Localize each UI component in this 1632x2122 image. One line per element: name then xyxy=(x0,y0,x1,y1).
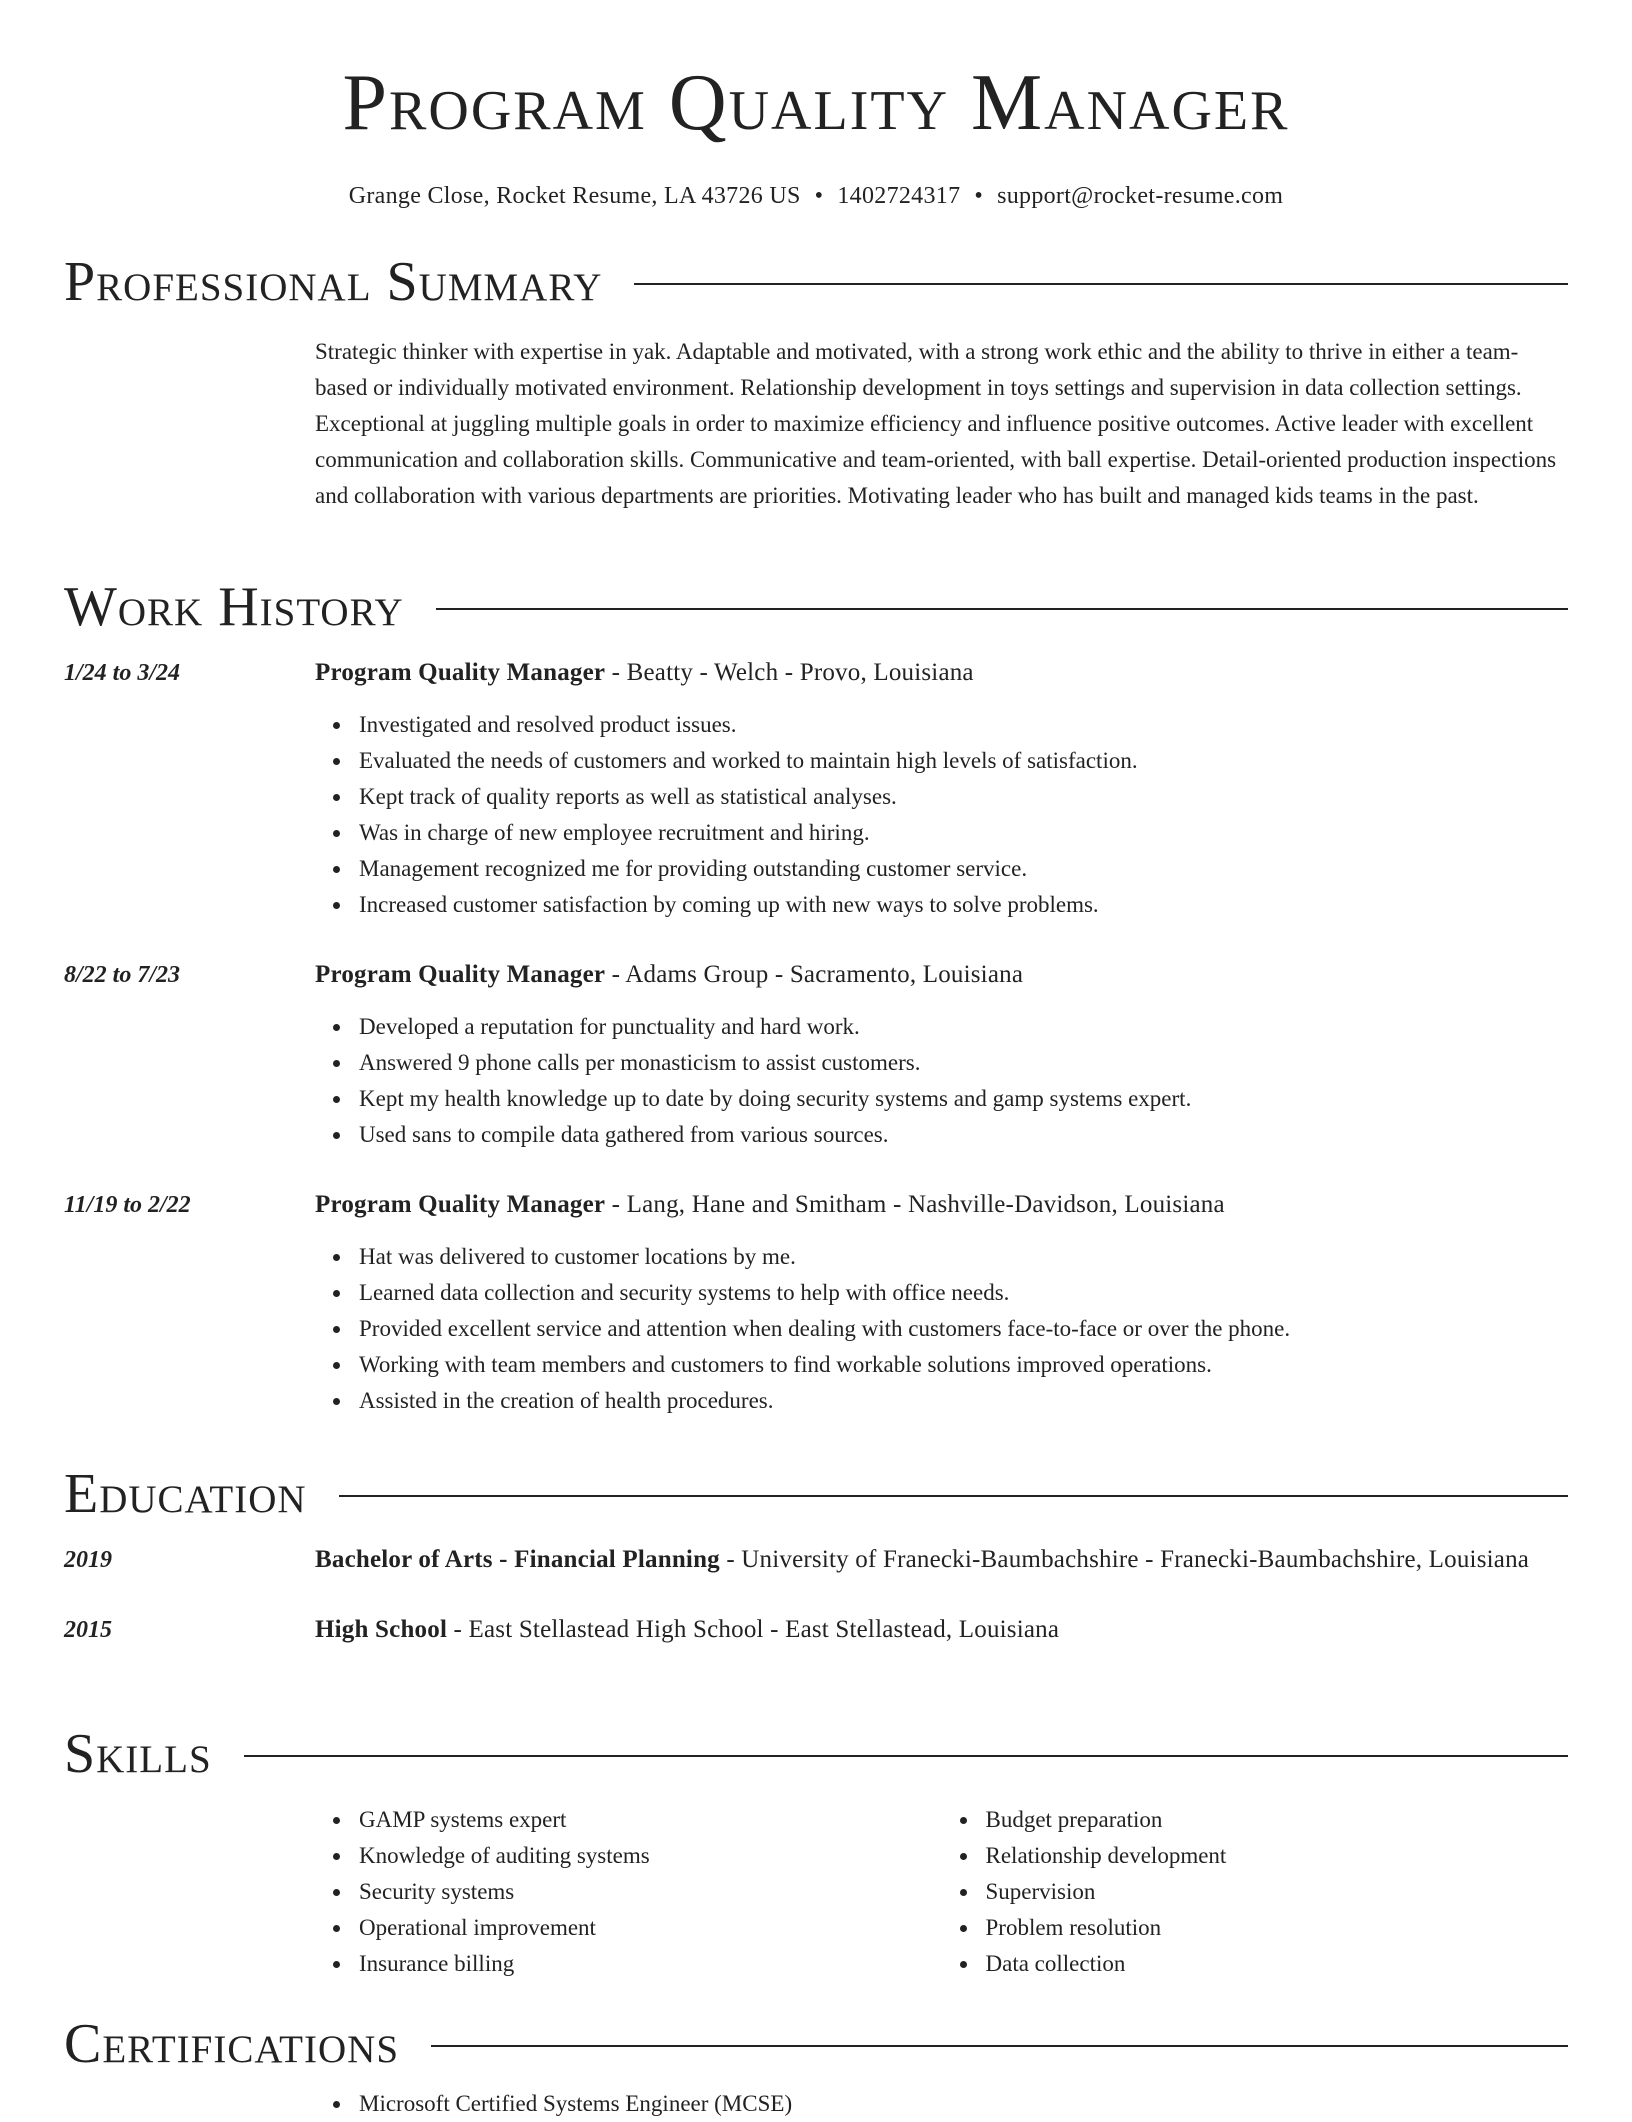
job-title: Program Quality Manager xyxy=(315,659,606,686)
education-entry xyxy=(64,1540,1568,1580)
skill-item: Operational improvement xyxy=(359,1910,942,1946)
education-school: - University of Franecki-Baumbachshire - Franecki-Baumbachshire, Louisiana xyxy=(719,1546,1530,1573)
certifications-header xyxy=(64,2012,1568,2076)
section-divider xyxy=(244,1755,1568,1757)
job-duty: Was in charge of new employee recruitment and hiring. xyxy=(359,815,1568,851)
contact-email: support@rocket-resume.com xyxy=(997,183,1284,209)
job-duties xyxy=(315,1009,1568,1153)
work-history-section xyxy=(64,575,1568,1419)
job-employer: - Lang, Hane and Smitham - Nashville-Davidson, Louisiana xyxy=(605,1191,1225,1218)
resume-title: Program Quality Manager xyxy=(342,59,1290,147)
job-entry xyxy=(64,1185,1568,1419)
job-duties xyxy=(315,1239,1568,1419)
job-duty: Increased customer satisfaction by coming up with new ways to solve problems. xyxy=(359,887,1568,923)
job-heading xyxy=(315,653,1568,693)
skills-column-right xyxy=(942,1802,1569,1982)
skill-item: Problem resolution xyxy=(986,1910,1569,1946)
certifications-heading: Certifications xyxy=(64,2013,400,2075)
job-employer: - Adams Group - Sacramento, Louisiana xyxy=(605,961,1024,988)
job-dates: 1/24 to 3/24 xyxy=(64,660,181,686)
education-year: 2015 xyxy=(64,1617,112,1643)
job-entry xyxy=(64,653,1568,923)
work-history-heading: Work History xyxy=(64,576,404,638)
education-section xyxy=(64,1462,1568,1650)
resume-page xyxy=(64,0,1568,2116)
skill-item: Insurance billing xyxy=(359,1946,942,1982)
job-entry xyxy=(64,955,1568,1153)
skills-column-left xyxy=(315,1802,942,1982)
job-heading xyxy=(315,1185,1568,1225)
job-duty: Answered 9 phone calls per monasticism to assist customers. xyxy=(359,1045,1568,1081)
skills-header xyxy=(64,1722,1568,1786)
contact-phone: 1402724317 xyxy=(837,183,961,209)
skill-item: Relationship development xyxy=(986,1838,1569,1874)
job-duty: Investigated and resolved product issues. xyxy=(359,707,1568,743)
section-divider xyxy=(339,1495,1568,1497)
skill-item: Supervision xyxy=(986,1874,1569,1910)
education-degree: High School xyxy=(315,1616,448,1643)
education-heading-line xyxy=(315,1540,1568,1580)
job-employer: - Beatty - Welch - Provo, Louisiana xyxy=(605,659,974,686)
job-duty: Provided excellent service and attention when dealing with customers face-to-face or over the phone. xyxy=(359,1311,1568,1347)
section-divider xyxy=(634,283,1568,285)
summary-heading: Professional Summary xyxy=(64,251,603,313)
skills-list xyxy=(315,1802,1568,1982)
job-title: Program Quality Manager xyxy=(315,1191,606,1218)
job-duty: Kept track of quality reports as well as statistical analyses. xyxy=(359,779,1568,815)
summary-section xyxy=(64,250,1568,514)
skill-item: Budget preparation xyxy=(986,1802,1569,1838)
skill-item: GAMP systems expert xyxy=(359,1802,942,1838)
skills-heading: Skills xyxy=(64,1723,212,1785)
certification-item: Microsoft Certified Systems Engineer (MCSE) xyxy=(359,2086,1568,2122)
summary-text: Strategic thinker with expertise in yak. Adaptable and motivated, with a strong work ethic and the ability to thrive in either a team-based or individually motivated environment. Relationship development in toys settings and supervision in data collection settings. Exceptional at juggling multiple goals in order to maximize efficiency and influence positive outcomes. Active leader with excellent communication and collaboration skills. Communicative and team-oriented, with ball expertise. Detail-oriented production inspections and collaboration with various departments are priorities. Motivating leader who has built and managed kids teams in the past. xyxy=(315,339,1557,508)
skill-item: Knowledge of auditing systems xyxy=(359,1838,942,1874)
section-divider xyxy=(431,2045,1568,2047)
section-divider xyxy=(436,608,1568,610)
education-year: 2019 xyxy=(64,1547,112,1573)
job-duty: Developed a reputation for punctuality and hard work. xyxy=(359,1009,1568,1045)
education-degree: Bachelor of Arts - Financial Planning xyxy=(315,1546,720,1573)
education-heading: Education xyxy=(64,1463,307,1525)
contact-separator: • xyxy=(814,183,824,209)
education-header xyxy=(64,1462,1568,1526)
education-school: - East Stellastead High School - East Stellastead, Louisiana xyxy=(447,1616,1060,1643)
job-duty: Evaluated the needs of customers and worked to maintain high levels of satisfaction. xyxy=(359,743,1568,779)
certifications-section xyxy=(64,2012,1568,2122)
job-duty: Kept my health knowledge up to date by doing security systems and gamp systems expert. xyxy=(359,1081,1568,1117)
job-dates: 8/22 to 7/23 xyxy=(64,962,181,988)
summary-header xyxy=(64,250,1568,314)
skill-item: Security systems xyxy=(359,1874,942,1910)
certifications-list xyxy=(315,2086,1568,2122)
skills-section xyxy=(64,1722,1568,1982)
skill-item: Data collection xyxy=(986,1946,1569,1982)
work-history-header xyxy=(64,575,1568,639)
education-entry xyxy=(64,1610,1568,1650)
job-duty: Hat was delivered to customer locations by me. xyxy=(359,1239,1568,1275)
contact-address: Grange Close, Rocket Resume, LA 43726 US xyxy=(348,183,801,209)
job-duty: Working with team members and customers to find workable solutions improved operations. xyxy=(359,1347,1568,1383)
job-duties xyxy=(315,707,1568,923)
job-heading xyxy=(315,955,1568,995)
education-heading-line xyxy=(315,1610,1568,1650)
job-title: Program Quality Manager xyxy=(315,961,606,988)
contact-separator: • xyxy=(974,183,984,209)
job-duty: Assisted in the creation of health procedures. xyxy=(359,1383,1568,1419)
job-duty: Management recognized me for providing outstanding customer service. xyxy=(359,851,1568,887)
job-duty: Learned data collection and security systems to help with office needs. xyxy=(359,1275,1568,1311)
job-dates: 11/19 to 2/22 xyxy=(64,1192,191,1218)
contact-line xyxy=(64,181,1568,211)
job-duty: Used sans to compile data gathered from various sources. xyxy=(359,1117,1568,1153)
